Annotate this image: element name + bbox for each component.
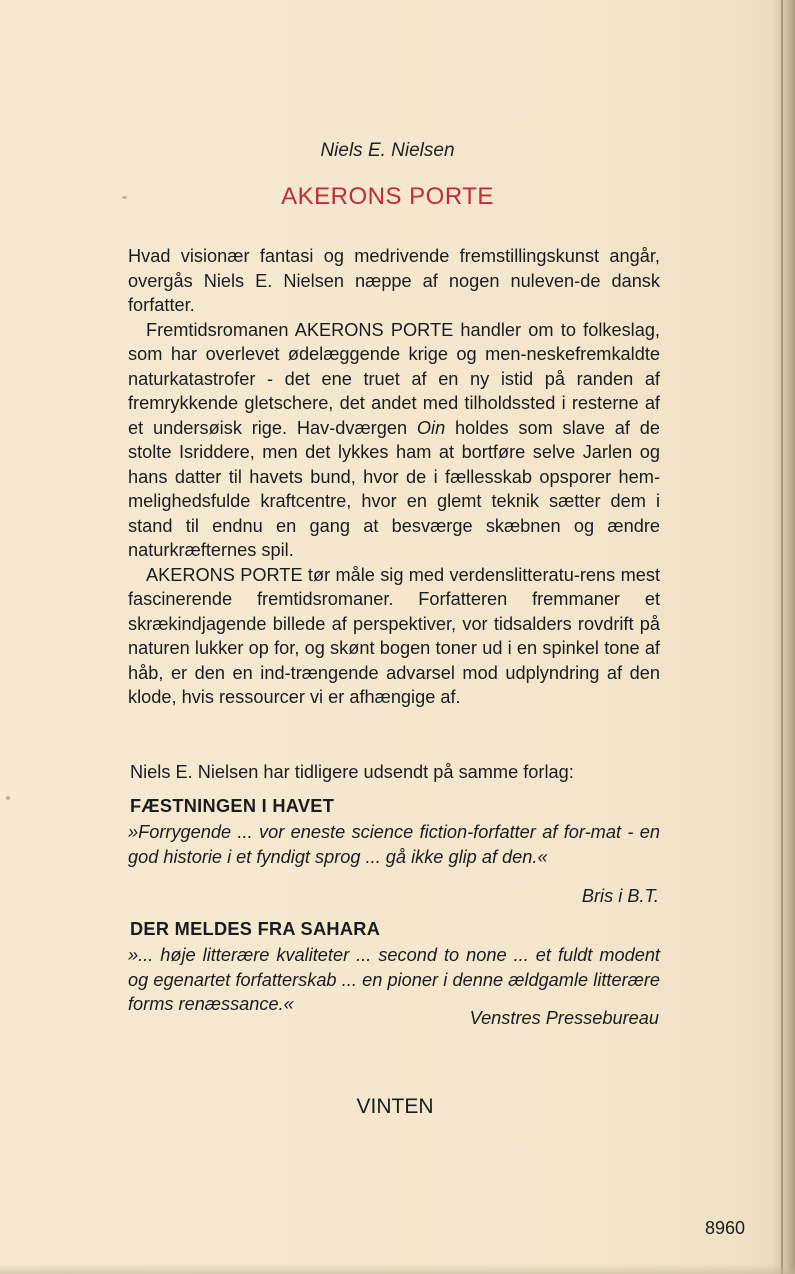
review-quote: »... høje litterære kvaliteter ... second to none ... et fuldt modent og egenartet forfatterskab ... en pioner i denne ældgamle litterære forms renæssance.« <box>128 945 660 1014</box>
previous-book-title: FÆSTNINGEN I HAVET <box>130 796 335 816</box>
previous-book-title: DER MELDES FRA SAHARA <box>130 919 381 939</box>
review-source: Venstres Pressebureau <box>469 1008 659 1028</box>
cover-bottom-wear <box>0 1264 795 1274</box>
author-name: Niels E. Nielsen <box>320 140 455 161</box>
book-title-heading: AKERONS PORTE <box>281 183 494 210</box>
review-source: Bris i B.T. <box>581 886 659 906</box>
description-paragraph-2-end: holdes som slave af de stolte Isriddere, men det lykkes ham at bortføre selve Jarlen og hans datter til havets bund, hvor de i fællesskab opsporer hem-melighedsfulde kraftcentre, hvor en glemt teknik sætter dem i stand til endnu en gang at besværge skæbnen og ændre naturkræfternes spil. <box>128 417 660 560</box>
publisher-name: VINTEN <box>356 1095 434 1118</box>
description-paragraph-2-start: Fremtidsromanen AKERONS PORTE handler om to folkeslag, som har overlevet ødelæggende krige og men-neskefremkaldte naturkatastrofer - det ene truet af en ny istid på randen af fremrykkende gletschere, det andet med tilholdssted i resterne af et undersøisk rige. Hav-dværgen <box>128 319 660 438</box>
cover-edge-shadow <box>773 0 795 1274</box>
cover-spine-line <box>781 0 783 1274</box>
description-paragraph-3: AKERONS PORTE tør måle sig med verdenslitteratu-rens mest fascinerende fremtidsromaner. Forfatteren fremmaner et skrækindjagende billede af perspektiver, vor tidsalders rovdrift på naturen lukker op for, og skønt bogen toner ud i en spinkel tone af håb, er den en ind-trængende advarsel mod udplyndring af den klode, hvis ressourcer vi er afhængige af. <box>128 564 660 707</box>
description-paragraph-1: Hvad visionær fantasi og medrivende fremstillingskunst angår, overgås Niels E. Nielsen næppe af nogen nuleven-de dansk forfatter. <box>128 246 660 315</box>
previous-works-intro: Niels E. Nielsen har tidligere udsendt på samme forlag: <box>130 762 574 782</box>
description-paragraph-2 <box>128 318 660 563</box>
paper-speck <box>6 796 10 800</box>
review-quote: »Forrygende ... vor eneste science fiction-forfatter af for-mat - en god historie i et fyndigt sprog ... gå ikke glip af den.« <box>128 822 660 867</box>
book-description <box>128 244 660 710</box>
catalog-number: 8960 <box>705 1218 746 1238</box>
character-name-oin: Oin <box>416 417 446 438</box>
